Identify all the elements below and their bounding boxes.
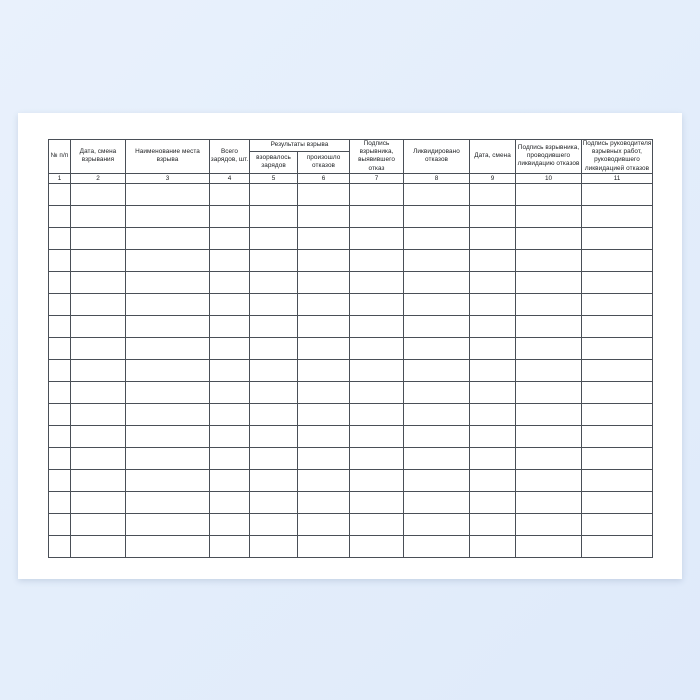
table-cell[interactable] <box>298 535 350 557</box>
table-cell[interactable] <box>210 205 250 227</box>
table-cell[interactable] <box>250 381 298 403</box>
table-cell[interactable] <box>250 403 298 425</box>
table-cell[interactable] <box>71 513 126 535</box>
table-cell[interactable] <box>470 315 516 337</box>
table-cell[interactable] <box>404 337 470 359</box>
header-sign-detector: Подпись взрывника, выявившего отказ <box>350 140 404 174</box>
table-cell[interactable] <box>250 271 298 293</box>
table-cell[interactable] <box>126 403 210 425</box>
header-row-main <box>49 140 653 152</box>
table-cell[interactable] <box>210 183 250 205</box>
table-cell[interactable] <box>350 293 404 315</box>
table-cell[interactable] <box>71 447 126 469</box>
header-row-numbers <box>49 173 653 183</box>
table-cell[interactable] <box>210 359 250 381</box>
table-cell[interactable] <box>250 227 298 249</box>
table-cell[interactable] <box>470 183 516 205</box>
table-cell[interactable] <box>470 271 516 293</box>
table-cell[interactable] <box>516 513 582 535</box>
table-cell[interactable] <box>582 227 653 249</box>
table-cell[interactable] <box>404 513 470 535</box>
table-cell[interactable] <box>210 535 250 557</box>
header-blast-results: Результаты взрыва <box>250 140 350 152</box>
table-cell[interactable] <box>350 359 404 381</box>
table-cell[interactable] <box>126 337 210 359</box>
header-sign-chief: Подпись руководителя взрывных работ, руководившего ликвидацией отказов <box>582 140 652 172</box>
table-row <box>49 447 653 469</box>
table-cell[interactable] <box>470 513 516 535</box>
table-cell[interactable] <box>250 491 298 513</box>
table-row <box>49 315 653 337</box>
table-cell[interactable] <box>210 425 250 447</box>
table-cell[interactable] <box>404 447 470 469</box>
table-cell[interactable] <box>250 293 298 315</box>
table-cell[interactable] <box>210 469 250 491</box>
header-date-shift: Дата, смена <box>470 140 516 174</box>
table-cell[interactable] <box>49 205 71 227</box>
table-row <box>49 513 653 535</box>
table-cell[interactable] <box>298 491 350 513</box>
table-cell[interactable] <box>350 249 404 271</box>
table-cell[interactable] <box>49 535 71 557</box>
table-cell[interactable] <box>516 381 582 403</box>
table-cell[interactable] <box>126 359 210 381</box>
table-cell[interactable] <box>250 469 298 491</box>
table-cell[interactable] <box>516 183 582 205</box>
table-cell[interactable] <box>516 535 582 557</box>
table-cell[interactable] <box>250 447 298 469</box>
table-cell[interactable] <box>350 271 404 293</box>
table-cell[interactable] <box>250 359 298 381</box>
table-cell[interactable] <box>126 293 210 315</box>
table-cell[interactable] <box>298 227 350 249</box>
table-row <box>49 271 653 293</box>
table-cell[interactable] <box>350 491 404 513</box>
table-cell[interactable] <box>71 381 126 403</box>
table-cell[interactable] <box>298 381 350 403</box>
table-cell[interactable] <box>250 337 298 359</box>
header-sign-liquidator: Подпись взрывника, проводившего ликвидацию отказов <box>516 140 582 174</box>
header-liquidated: Ликвидировано отказов <box>404 140 470 174</box>
table-cell[interactable] <box>71 249 126 271</box>
table-cell[interactable] <box>49 337 71 359</box>
table-row <box>49 183 653 205</box>
table-cell[interactable] <box>126 513 210 535</box>
table-cell[interactable] <box>126 315 210 337</box>
table-cell[interactable] <box>126 425 210 447</box>
table-cell[interactable] <box>470 227 516 249</box>
column-number-1: 1 <box>49 173 71 183</box>
table-cell[interactable] <box>350 403 404 425</box>
table-cell[interactable] <box>49 227 71 249</box>
table-cell[interactable] <box>298 447 350 469</box>
table-cell[interactable] <box>404 315 470 337</box>
table-cell[interactable] <box>71 359 126 381</box>
table-cell[interactable] <box>470 293 516 315</box>
table-cell[interactable] <box>582 513 653 535</box>
table-cell[interactable] <box>49 293 71 315</box>
table-cell[interactable] <box>516 359 582 381</box>
table-cell[interactable] <box>470 403 516 425</box>
table-cell[interactable] <box>582 183 653 205</box>
table-cell[interactable] <box>404 227 470 249</box>
table-cell[interactable] <box>298 249 350 271</box>
table-cell[interactable] <box>470 491 516 513</box>
table-cell[interactable] <box>582 425 653 447</box>
table-cell[interactable] <box>404 381 470 403</box>
table-cell[interactable] <box>516 293 582 315</box>
table-cell[interactable] <box>516 337 582 359</box>
table-cell[interactable] <box>49 359 71 381</box>
table-cell[interactable] <box>210 403 250 425</box>
table-cell[interactable] <box>250 535 298 557</box>
table-cell[interactable] <box>71 271 126 293</box>
table-cell[interactable] <box>126 227 210 249</box>
table-cell[interactable] <box>516 227 582 249</box>
table-cell[interactable] <box>582 447 653 469</box>
table-cell[interactable] <box>250 183 298 205</box>
table-cell[interactable] <box>126 535 210 557</box>
table-cell[interactable] <box>126 271 210 293</box>
table-cell[interactable] <box>404 359 470 381</box>
table-cell[interactable] <box>404 403 470 425</box>
table-cell[interactable] <box>582 403 653 425</box>
table-cell[interactable] <box>71 227 126 249</box>
table-cell[interactable] <box>350 183 404 205</box>
table-cell[interactable] <box>126 205 210 227</box>
table-cell[interactable] <box>298 205 350 227</box>
table-cell[interactable] <box>49 271 71 293</box>
table-cell[interactable] <box>470 249 516 271</box>
column-number-11: 11 <box>582 173 653 183</box>
table-cell[interactable] <box>210 293 250 315</box>
table-cell[interactable] <box>71 469 126 491</box>
table-cell[interactable] <box>404 425 470 447</box>
table-cell[interactable] <box>516 249 582 271</box>
header-date-shift-blast: Дата, смена взрывания <box>71 140 126 174</box>
header-place-name: Наименование места взрыва <box>126 140 210 174</box>
table-cell[interactable] <box>582 491 653 513</box>
table-cell[interactable] <box>298 293 350 315</box>
table-cell[interactable] <box>298 315 350 337</box>
table-cell[interactable] <box>250 513 298 535</box>
table-cell[interactable] <box>516 315 582 337</box>
table-cell[interactable] <box>49 491 71 513</box>
table-cell[interactable] <box>516 491 582 513</box>
table-row <box>49 205 653 227</box>
table-cell[interactable] <box>298 513 350 535</box>
table-cell[interactable] <box>71 491 126 513</box>
table-cell[interactable] <box>582 469 653 491</box>
table-cell[interactable] <box>350 425 404 447</box>
table-cell[interactable] <box>298 469 350 491</box>
table-cell[interactable] <box>470 359 516 381</box>
table-cell[interactable] <box>71 183 126 205</box>
table-cell[interactable] <box>516 447 582 469</box>
table-cell[interactable] <box>71 337 126 359</box>
table-cell[interactable] <box>49 403 71 425</box>
table-row <box>49 337 653 359</box>
table-cell[interactable] <box>210 513 250 535</box>
table-cell[interactable] <box>582 271 653 293</box>
table-cell[interactable] <box>470 425 516 447</box>
table-cell[interactable] <box>298 359 350 381</box>
column-number-6: 6 <box>298 173 350 183</box>
table-cell[interactable] <box>516 205 582 227</box>
table-cell[interactable] <box>298 425 350 447</box>
table-cell[interactable] <box>250 205 298 227</box>
table-cell[interactable] <box>126 249 210 271</box>
table-cell[interactable] <box>126 381 210 403</box>
column-number-2: 2 <box>71 173 126 183</box>
table-cell[interactable] <box>350 227 404 249</box>
table-cell[interactable] <box>350 447 404 469</box>
table-cell[interactable] <box>49 425 71 447</box>
table-cell[interactable] <box>71 315 126 337</box>
table-cell[interactable] <box>516 425 582 447</box>
column-number-4: 4 <box>210 173 250 183</box>
table-cell[interactable] <box>582 381 653 403</box>
table-cell[interactable] <box>350 513 404 535</box>
table-cell[interactable] <box>582 205 653 227</box>
table-cell[interactable] <box>210 447 250 469</box>
table-row <box>49 293 653 315</box>
table-cell[interactable] <box>582 249 653 271</box>
table-cell[interactable] <box>126 491 210 513</box>
table-cell[interactable] <box>516 469 582 491</box>
journal-sheet <box>48 139 652 553</box>
table-cell[interactable] <box>298 271 350 293</box>
table-cell[interactable] <box>470 381 516 403</box>
table-cell[interactable] <box>350 535 404 557</box>
table-cell[interactable] <box>350 469 404 491</box>
table-cell[interactable] <box>350 315 404 337</box>
column-number-9: 9 <box>470 173 516 183</box>
table-cell[interactable] <box>350 205 404 227</box>
table-cell[interactable] <box>404 535 470 557</box>
document-paper <box>18 113 682 579</box>
table-cell[interactable] <box>582 315 653 337</box>
table-cell[interactable] <box>404 491 470 513</box>
table-cell[interactable] <box>49 249 71 271</box>
table-cell[interactable] <box>298 403 350 425</box>
table-body <box>49 183 653 557</box>
table-cell[interactable] <box>470 337 516 359</box>
table-cell[interactable] <box>71 425 126 447</box>
table-cell[interactable] <box>470 447 516 469</box>
table-cell[interactable] <box>49 315 71 337</box>
table-cell[interactable] <box>210 337 250 359</box>
table-cell[interactable] <box>126 447 210 469</box>
table-row <box>49 425 653 447</box>
table-row <box>49 491 653 513</box>
table-cell[interactable] <box>470 205 516 227</box>
table-cell[interactable] <box>582 293 653 315</box>
table-cell[interactable] <box>350 337 404 359</box>
table-cell[interactable] <box>250 249 298 271</box>
table-cell[interactable] <box>404 183 470 205</box>
table-cell[interactable] <box>210 315 250 337</box>
table-cell[interactable] <box>126 469 210 491</box>
column-number-7: 7 <box>350 173 404 183</box>
table-cell[interactable] <box>71 293 126 315</box>
table-cell[interactable] <box>71 535 126 557</box>
table-cell[interactable] <box>71 205 126 227</box>
table-cell[interactable] <box>404 249 470 271</box>
table-cell[interactable] <box>49 183 71 205</box>
table-cell[interactable] <box>350 381 404 403</box>
table-cell[interactable] <box>210 227 250 249</box>
table-cell[interactable] <box>210 271 250 293</box>
column-number-5: 5 <box>250 173 298 183</box>
table-cell[interactable] <box>49 447 71 469</box>
table-row <box>49 381 653 403</box>
table-cell[interactable] <box>404 271 470 293</box>
header-np: № п/п <box>49 140 71 174</box>
table-row <box>49 359 653 381</box>
table-cell[interactable] <box>516 403 582 425</box>
table-cell[interactable] <box>126 183 210 205</box>
table-cell[interactable] <box>582 535 653 557</box>
table-cell[interactable] <box>210 381 250 403</box>
table-cell[interactable] <box>49 513 71 535</box>
table-cell[interactable] <box>250 425 298 447</box>
table-cell[interactable] <box>470 535 516 557</box>
table-cell[interactable] <box>49 469 71 491</box>
table-row <box>49 403 653 425</box>
table-cell[interactable] <box>470 469 516 491</box>
table-cell[interactable] <box>404 469 470 491</box>
table-cell[interactable] <box>582 337 653 359</box>
header-exploded: взорвалось зарядов <box>250 151 298 173</box>
table-cell[interactable] <box>210 491 250 513</box>
header-misfires: произошло отказов <box>298 151 350 173</box>
column-number-8: 8 <box>404 173 470 183</box>
header-total-charges: Всего зарядов, шт. <box>210 140 250 174</box>
table-cell[interactable] <box>210 249 250 271</box>
table-row <box>49 469 653 491</box>
table-cell[interactable] <box>404 205 470 227</box>
table-cell[interactable] <box>404 293 470 315</box>
table-cell[interactable] <box>250 315 298 337</box>
column-number-10: 10 <box>516 173 582 183</box>
table-cell[interactable] <box>516 271 582 293</box>
table-row <box>49 249 653 271</box>
table-cell[interactable] <box>298 337 350 359</box>
misfire-journal-table <box>48 139 653 558</box>
table-cell[interactable] <box>582 359 653 381</box>
table-cell[interactable] <box>49 381 71 403</box>
table-row <box>49 535 653 557</box>
table-cell[interactable] <box>298 183 350 205</box>
table-header <box>49 140 653 184</box>
column-number-3: 3 <box>126 173 210 183</box>
table-row <box>49 227 653 249</box>
table-cell[interactable] <box>71 403 126 425</box>
